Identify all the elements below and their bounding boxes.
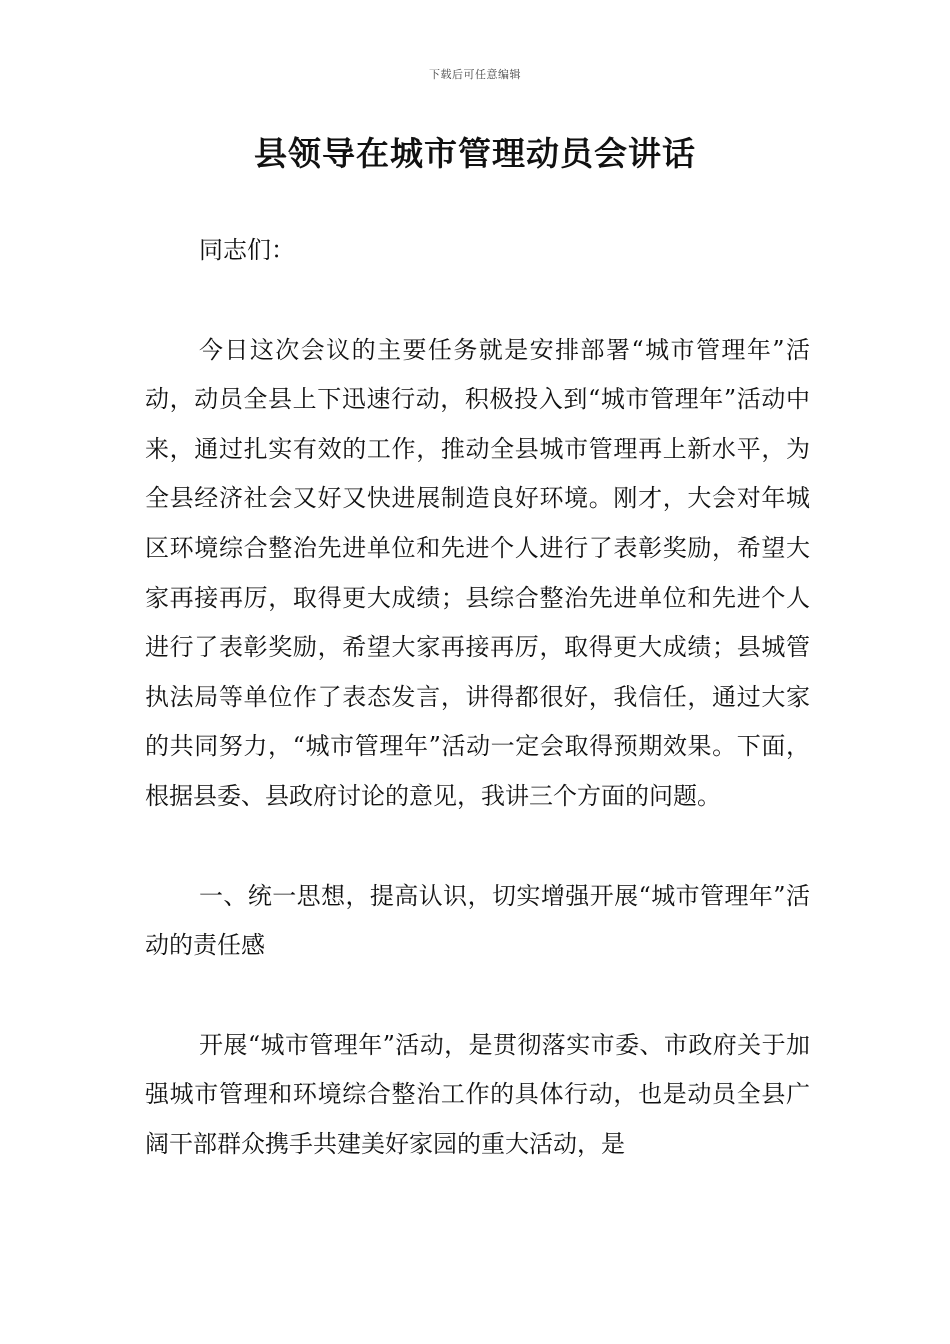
document-title: 县领导在城市管理动员会讲话 bbox=[254, 134, 696, 173]
header-note: 下载后可任意编辑 bbox=[429, 68, 521, 81]
paragraph-gap bbox=[145, 276, 810, 326]
document-body bbox=[145, 226, 810, 1170]
paragraph-gap bbox=[145, 971, 810, 1021]
paragraph-gap bbox=[145, 822, 810, 872]
body-paragraph-opening: 今日这次会议的主要任务就是安排部署“城市管理年”活动，动员全县上下迅速行动，积极投入到“城市管理年”活动中来，通过扎实有效的工作，推动全县城市管理再上新水平，为全县经济社会又好又快进展制造良好环境。刚才，大会对年城区环境综合整治先进单位和先进个人进行了表彰奖励，希望大家再接再厉，取得更大成绩；县综合整治先进单位和先进个人进行了表彰奖励，希望大家再接再厉，取得更大成绩；县城管执法局等单位作了表态发言，讲得都很好，我信任，通过大家的共同努力，“城市管理年”活动一定会取得预期效果。下面，根据县委、县政府讨论的意见，我讲三个方面的问题。 bbox=[145, 335, 810, 810]
body-paragraph-section-one: 开展“城市管理年”活动，是贯彻落实市委、市政府关于加强城市管理和环境综合整治工作的具体行动，也是动员全县广阔干部群众携手共建美好家园的重大活动，是 bbox=[145, 1030, 810, 1158]
salutation: 同志们： bbox=[199, 236, 295, 264]
section-heading-one: 一、统一思想，提高认识，切实增强开展“城市管理年”活动的责任感 bbox=[145, 881, 810, 960]
